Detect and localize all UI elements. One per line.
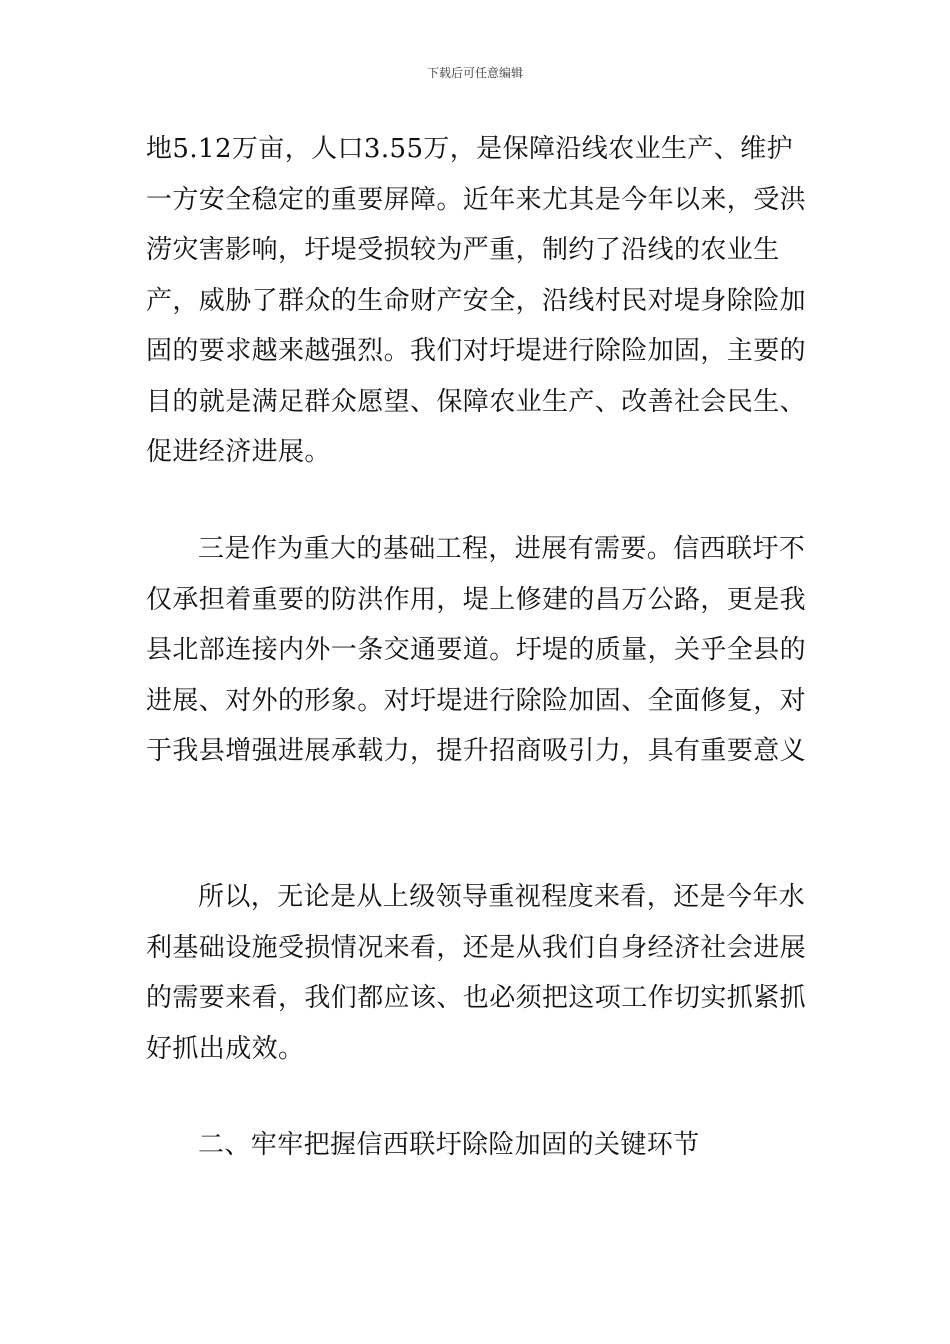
section-heading: 二、牢牢把握信西联圩除险加固的关键环节 — [198, 1130, 700, 1160]
paragraph-2: 三是作为重大的基础工程，进展有需要。信西联圩不仅承担着重要的防洪作用，堤上修建的昌万公路，更是我县北部连接内外一条交通要道。圩堤的质量，关乎全县的进展、对外的形象。对圩堤进行除险加固、全面修复，对于我县增强进展承载力，提升招商吸引力，具有重要意义 — [146, 534, 807, 766]
paragraph-1: 地5.12万亩，人口3.55万，是保障沿线农业生产、维护一方安全稳定的重要屏障。近年来尤其是今年以来，受洪涝灾害影响，圩堤受损较为严重，制约了沿线的农业生产，威胁了群众的生命财产安全，沿线村民对堤身除险加固的要求越来越强烈。我们对圩堤进行除险加固，主要的目的就是满足群众愿望、保障农业生产、改善社会民生、促进经济进展。 — [146, 134, 807, 467]
paragraph-3: 所以，无论是从上级领导重视程度来看，还是今年水利基础设施受损情况来看，还是从我们自身经济社会进展的需要来看，我们都应该、也必须把这项工作切实抓紧抓好抓出成效。 — [146, 882, 807, 1064]
page-header-note: 下载后可任意编辑 — [426, 66, 523, 80]
